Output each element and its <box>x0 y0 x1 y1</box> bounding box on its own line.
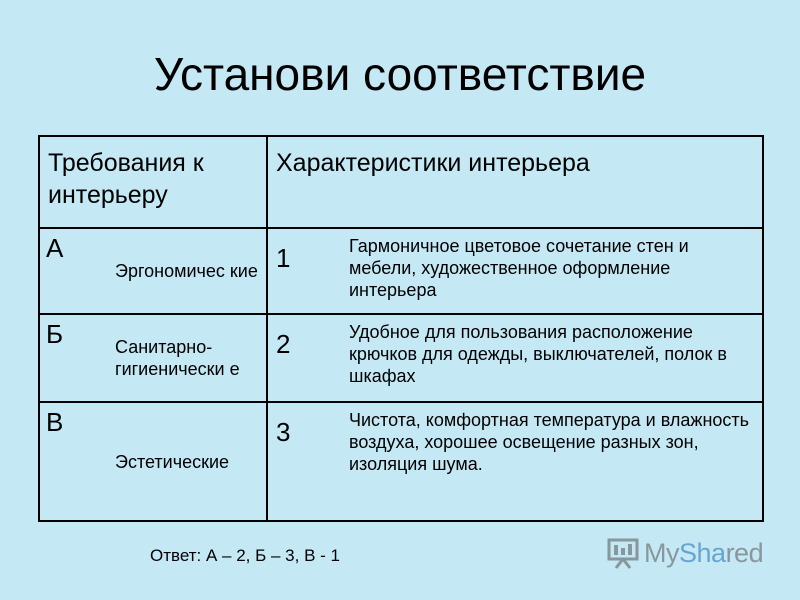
answer-text: Ответ: А – 2, Б – 3, В - 1 <box>150 546 340 565</box>
row-number: 2 <box>267 314 341 402</box>
presentation-board-icon <box>606 536 640 570</box>
slide-title: Установи соответствие <box>153 48 647 100</box>
logo-text: MyShared <box>644 537 764 568</box>
requirement-cell: Санитарно-гигиенически е <box>111 314 267 402</box>
matching-table <box>38 135 764 522</box>
site-logo[interactable] <box>606 535 763 571</box>
row-number: 1 <box>267 228 341 314</box>
characteristic-cell: Удобное для пользования расположение крючков для одежды, выключателей, полок в шкафах <box>341 314 763 402</box>
row-letter: Б <box>39 314 111 402</box>
characteristic-cell: Гармоничное цветовое сочетание стен и мебели, художественное оформление интерьера <box>341 228 763 314</box>
requirement-cell: Эстетические <box>111 402 267 521</box>
characteristics-header: Характеристики интерьера <box>267 136 763 228</box>
row-letter: В <box>39 402 111 521</box>
characteristic-cell: Чистота, комфортная температура и влажность воздуха, хорошее освещение разных зон, изоляция шума. <box>341 402 763 521</box>
requirements-header: Требования к интерьеру <box>39 136 267 228</box>
row-number: 3 <box>267 402 341 521</box>
table-header-row <box>39 136 763 228</box>
requirement-cell: Эргономичес кие <box>111 228 267 314</box>
table-row <box>39 228 763 314</box>
table-row <box>39 402 763 521</box>
table-row <box>39 314 763 402</box>
row-letter: А <box>39 228 111 314</box>
